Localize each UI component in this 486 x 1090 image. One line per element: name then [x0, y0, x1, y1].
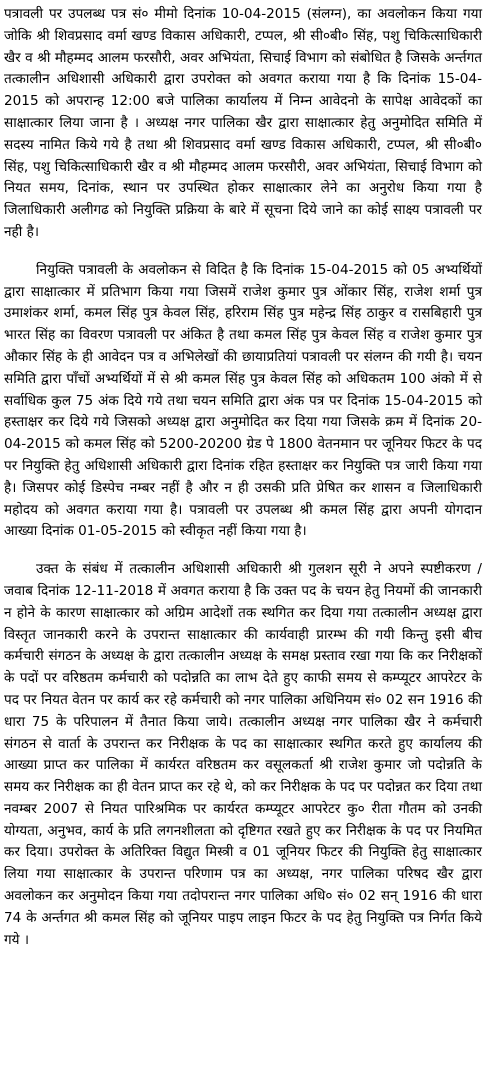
- paragraph-intro: पत्रावली पर उपलब्ध पत्र सं० मीमो दिनांक 10-04-2015 (संलग्न), का अवलोकन किया गया जोकि श्री शिवप्रसाद वर्मा खण्ड विकास अधिकारी, टप्पल, श्री सी०बी० सिंह, पशु चिकित्साधिकारी खैर व श्री मौहम्मद आलम फरसौरी, अवर अभियंता, सिचाई विभाग को संबोधित है जिसके अर्न्तगत तत्कालीन अधिशासी अधिकारी द्वारा उपरोक्त को अवगत कराया गया है कि दिनांक 15-04-2015 को अपरान्ह 12:00 बजे पालिका कार्यालय में निम्न आवेदनो के सापेक्ष आवेदकों का साक्षात्कार लिया जाना है । अध्यक्ष नगर पालिका खैर द्वारा साक्षात्कार हेतु अनुमोदित समिति में सदस्य नामित किये गये है तथा श्री शिवप्रसाद वर्मा खण्ड विकास अधिकारी, टप्पल, श्री सी०बी० सिंह, पशु चिकित्साधिकारी खैर व श्री मौहम्मद आलम फरसौरी, अवर अभियंता, सिचाई विभाग को नियत समय, दिनांक, स्थान पर उपस्थित होकर साक्षात्कार लेने का अनुरोध किया गया है जिलाधिकारी अलीगढ को नियुक्ति प्रक्रिया के बारे में सूचना दिये जाने का कोई साक्ष्य पत्रावली पर नही है।: [4, 6, 482, 240]
- paragraph-explanation: उक्त के संबंध में तत्कालीन अधिशासी अधिकारी श्री गुलशन सूरी ने अपने स्पष्टीकरण / जवाब दिनांक 12-11-2018 में अवगत कराया है कि उक्त पद के चयन हेतु नियमों की जानकारी न होने के कारण साक्षात्कार को अग्रिम आदेशों तक स्थगित कर दिया गया तत्कालीन अध्यक्ष द्वारा विस्तृत जानकारी करने के उपरान्त साक्षात्कार की कार्यवाही प्रारम्भ की गयी किन्तु इसी बीच कर्मचारी संगठन के अध्यक्ष के द्वारा तत्कालीन अध्यक्ष के समक्ष प्रस्ताव रखा गया कि कर निरीक्षकों के पदों पर वरिष्ठतम कर्मचारी को पदोन्नति का लाभ देते हुए काफी समय से कम्प्यूटर आपरेटर के पद पर नियत वेतन पर कार्य कर रहे कर्मचारी को नगर पालिका अधिनियम सं० 02 सन 1916 की धारा 75 के परिपालन में तैनात किया जाये। तत्कालीन अध्यक्ष नगर पालिका खैर ने कर्मचारी संगठन से वार्ता के उपरान्त कर निरीक्षक के पद का साक्षात्कार स्थगित करते हुए कार्यालय की आख्या प्राप्त कर पालिका में कार्यरत वरिष्ठतम कर वसूलकर्ता श्री राजेश कुमार जो पदोन्नति के समय कर निरीक्षक का ही वेतन प्राप्त कर रहे थे, को कर निरीक्षक के पद पर पदोन्नत कर दिया तथा नवम्बर 2007 से नियत पारिश्रमिक पर कार्यरत कम्प्यूटर आपरेटर कु० रीता गौतम को उनकी योग्यता, अनुभव, कार्य के प्रति लगनशीलता को दृष्टिगत रखते हुए कर निरीक्षक के पद पर नियमित कर दिया। उपरोक्त के अतिरिक्त विद्युत मिस्त्री व 01 जूनियर फिटर की नियुक्ति हेतु साक्षात्कार लिया गया साक्षात्कार के उपरान्त परिणाम पत्र का अध्यक्ष, नगर पालिका परिषद खैर द्वारा अवलोकन कर अनुमोदन किया गया तदोपरान्त नगर पालिका अधि० सं० 02 सन् 1916 की धारा 74 के अर्न्तगत श्री कमल सिंह को जूनियर पाइप लाइन फिटर के पद हेतु नियुक्ति पत्र निर्गत किये गये ।: [4, 561, 482, 948]
- paragraph-appointment-file: नियुक्ति पत्रावली के अवलोकन से विदित है कि दिनांक 15-04-2015 को 05 अभ्यर्थियों द्वारा साक्षात्कार में प्रतिभाग किया गया जिसमें राजेश कुमार पुत्र ओंकार सिंह, राजेश शर्मा पुत्र उमाशंकर शर्मा, कमल सिंह पुत्र केवल सिंह, हरिराम सिंह पुत्र महेन्द्र सिंह ठाकुर व रासबिहारी पुत्र भारत सिंह का विवरण पत्रावली पर अंकित है तथा कमल सिंह पुत्र केवल सिंह व राजेश कुमार पुत्र औकार सिंह के ही आवेदन पत्र व अभिलेखों की छायाप्रतियां पत्रावली पर संलग्न की गयी है। चयन समिति द्वारा पाँचों अभ्यर्थियों में से श्री कमल सिंह पुत्र केवल सिंह को अधिकतम 100 अंको में से सर्वाधिक कुल 75 अंक दिये गये तथा चयन समिति द्वारा अंक पत्र पर दिनांक 15-04-2015 को हस्ताक्षर कर दिये गये जिसको अध्यक्ष द्वारा अनुमोदित कर दिया गया जिसके क्रम में दिनांक 20-04-2015 को कमल सिंह को 5200-20200 ग्रेड पे 1800 वेतनमान पर जूनियर फिटर के पद पर नियुक्ति हेतु अधिशासी अधिकारी द्वारा दिनांक रहित हस्ताक्षर कर नियुक्ति पत्र जारी किया गया है। जिसपर कोई डिस्पेच नम्बर नहीं है और न ही उसकी प्रति प्रेषित कर शासन व जिलाधिकारी महोदय को अवगत कराया गया है। पत्रावली पर उपलब्ध श्री कमल सिंह द्वारा अपनी योगदान आख्या दिनांक 01-05-2015 को स्वीकृत नहीं किया गया है।: [4, 261, 482, 540]
